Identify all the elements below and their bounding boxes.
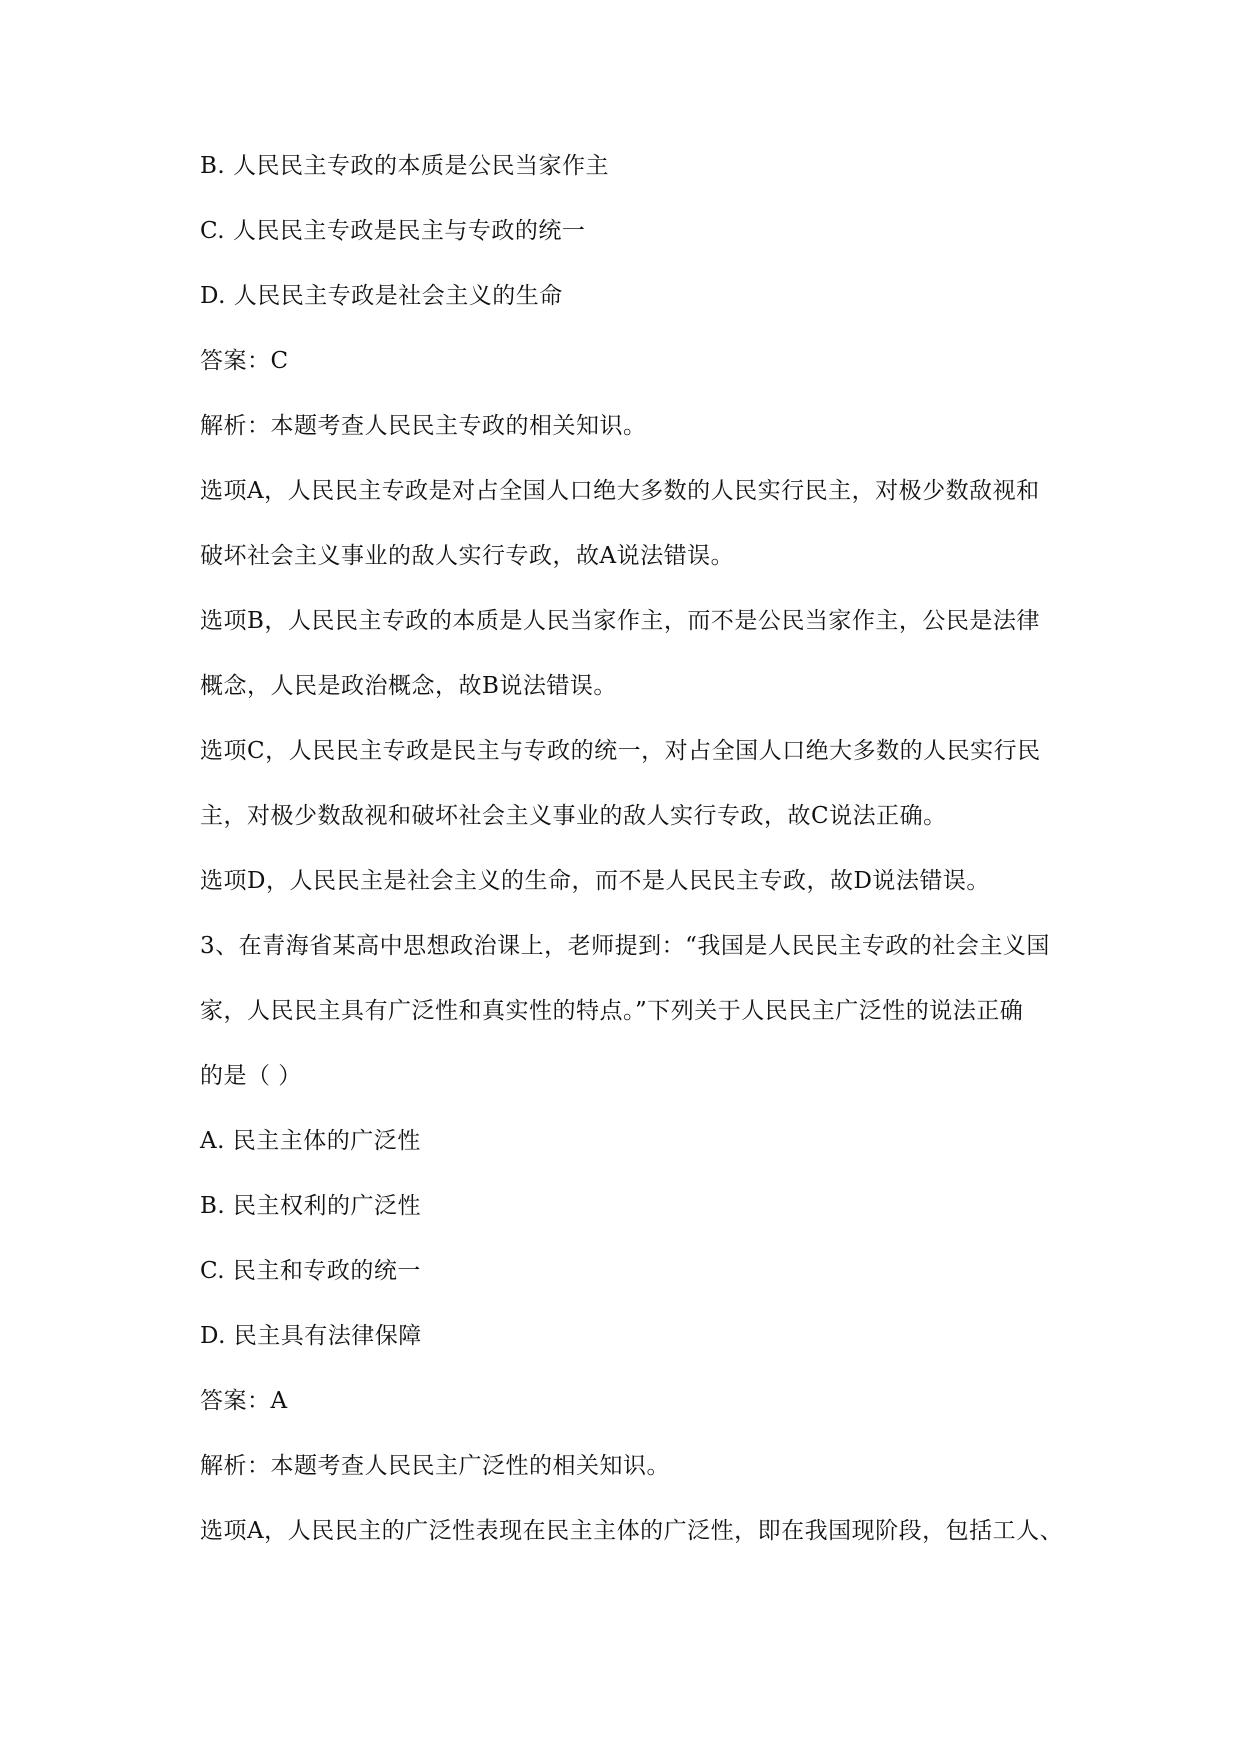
option-d-q2: D. 人民民主专政是社会主义的生命 <box>200 283 563 309</box>
option-b-q2: B. 人民民主专政的本质是公民当家作主 <box>200 153 610 179</box>
explanation-a-q2-line1: 选项A，人民民主专政是对占全国人口绝大多数的人民实行民主，对极少数敌视和 <box>200 478 1040 504</box>
option-c-q3: C. 民主和专政的统一 <box>200 1258 421 1284</box>
explanation-b-q2-line1: 选项B，人民民主专政的本质是人民当家作主，而不是公民当家作主，公民是法律 <box>200 608 1040 634</box>
question-3-line1: 3、在青海省某高中思想政治课上，老师提到：“我国是人民民主专政的社会主义国 <box>200 933 1050 959</box>
analysis-q3: 解析：本题考查人民民主广泛性的相关知识。 <box>200 1453 670 1479</box>
option-d-q3: D. 民主具有法律保障 <box>200 1323 422 1349</box>
analysis-q2: 解析：本题考查人民民主专政的相关知识。 <box>200 413 647 439</box>
answer-q2: 答案：C <box>200 348 289 374</box>
option-a-q3: A. 民主主体的广泛性 <box>200 1128 421 1154</box>
explanation-a-q2-line2: 破坏社会主义事业的敌人实行专政，故A说法错误。 <box>200 543 735 569</box>
explanation-c-q2-line2: 主，对极少数敌视和破坏社会主义事业的敌人实行专政，故C说法正确。 <box>200 803 947 829</box>
option-b-q3: B. 民主权利的广泛性 <box>200 1193 422 1219</box>
option-c-q2: C. 人民民主专政是民主与专政的统一 <box>200 218 586 244</box>
explanation-d-q2: 选项D，人民民主是社会主义的生命，而不是人民民主专政，故D说法错误。 <box>200 868 990 894</box>
explanation-c-q2-line1: 选项C，人民民主专政是民主与专政的统一，对占全国人口绝大多数的人民实行民 <box>200 738 1041 764</box>
explanation-a-q3-line1: 选项A，人民民主的广泛性表现在民主主体的广泛性，即在我国现阶段，包括工人、 <box>200 1518 1064 1544</box>
explanation-b-q2-line2: 概念，人民是政治概念，故B说法错误。 <box>200 673 617 699</box>
question-3-line2: 家，人民民主具有广泛性和真实性的特点。”下列关于人民民主广泛性的说法正确 <box>200 998 1024 1024</box>
answer-q3: 答案：A <box>200 1388 288 1414</box>
question-3-line3: 的是（ ） <box>200 1063 302 1089</box>
